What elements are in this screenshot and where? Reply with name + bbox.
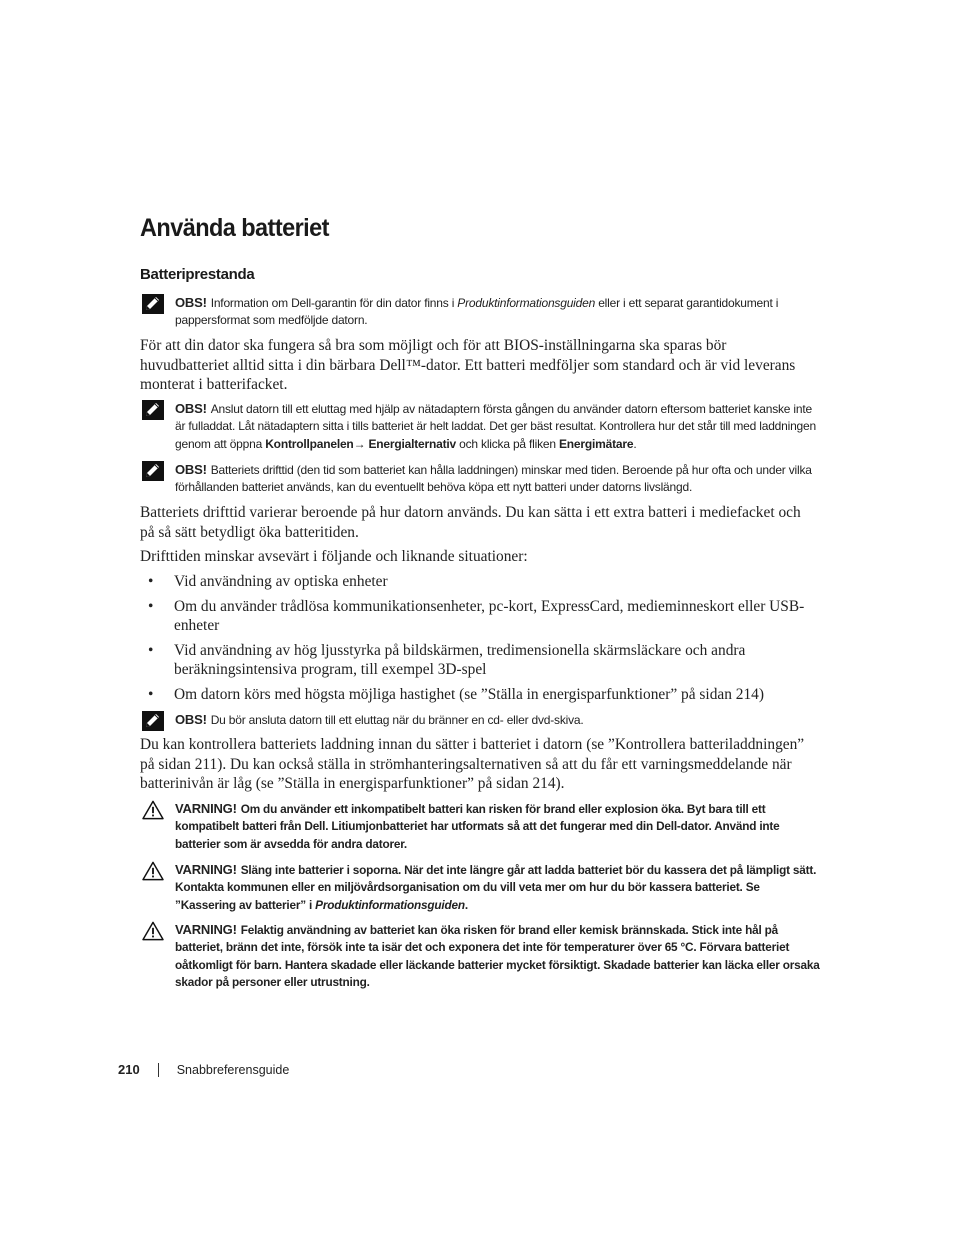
note-text — [175, 294, 820, 330]
note-text — [175, 400, 820, 453]
page-number: 210 — [118, 1062, 140, 1077]
bullet-glyph: • — [148, 686, 154, 703]
warning-triangle-icon — [142, 921, 164, 941]
note-text — [175, 711, 820, 729]
note-label: OBS! — [175, 401, 207, 416]
bullet-glyph: • — [148, 573, 154, 590]
body-paragraph: Du kan kontrollera batteriets laddning innan du sätter i batteriet i datorn (se ”Kontrollera batteriladdningen” på sidan 211). Du kan också ställa in strömhanteringsalternativen så att du får ett varningsmeddelande när batterinivån är låg (se ”Ställa in energisparfunktioner” på sidan 214). — [140, 736, 805, 792]
warning-block — [140, 861, 820, 914]
warning-text-part: . — [464, 897, 468, 912]
note-text-part: Information om Dell-garantin för din dator finns i — [210, 296, 458, 310]
note-label: OBS! — [175, 462, 207, 477]
pencil-note-icon — [142, 400, 164, 420]
footer-title: Snabbreferensguide — [176, 1063, 290, 1077]
list-item — [140, 572, 812, 591]
bullet-list — [140, 572, 812, 710]
note-block — [140, 711, 820, 729]
list-item-text: Om du använder trådlösa kommunikationsenheter, pc-kort, ExpressCard, medieminneskort eller USB-enheter — [174, 598, 805, 634]
warning-label: VARNING! — [175, 922, 237, 937]
arrow-glyph: → — [353, 436, 369, 451]
warning-text — [175, 861, 820, 914]
power-options-ref: Energialternativ — [368, 436, 456, 451]
body-paragraph: Batteriets drifttid varierar beroende på hur datorn används. Du kan sätta i ett extra batteri i mediefacket och på så sätt betydligt öka batteritiden. — [140, 504, 801, 541]
page-title: Använda batteriet — [140, 214, 329, 242]
warning-block — [140, 800, 820, 853]
body-paragraph: Drifttiden minskar avsevärt i följande och liknande situationer: — [140, 548, 528, 565]
note-block — [140, 294, 820, 330]
list-item — [140, 597, 812, 635]
note-italic-title: Produktinformationsguiden — [457, 296, 596, 310]
list-item — [140, 641, 812, 679]
warning-label: VARNING! — [175, 862, 237, 877]
note-block — [140, 400, 820, 453]
pencil-note-icon — [142, 711, 164, 731]
pencil-note-icon — [142, 461, 164, 481]
warning-text — [175, 921, 820, 991]
section-heading: Batteriprestanda — [140, 266, 255, 283]
warning-text-part: Släng inte batterier i soporna. När det inte längre går att ladda batteriet bör du kassera det på lämpligt sätt. Kontakta kommunen eller en miljövårdsorganisation om du vill veta mer om hur du bör kassera batteriet. Se ”Kassering av batterier” i — [175, 863, 817, 912]
power-meter-ref: Energimätare — [559, 436, 634, 451]
warning-block — [140, 921, 820, 991]
note-text — [175, 461, 820, 497]
warning-text — [175, 800, 820, 853]
bullet-glyph: • — [148, 598, 154, 615]
list-item-text: Vid användning av optiska enheter — [174, 573, 388, 590]
warning-text-part: Felaktig användning av batteriet kan öka risken för brand eller kemisk brännskada. Stick inte hål på batteriet, bränn det inte, försök inte ta isär det och exponera det inte för temperaturer över 65 °C. Förvara batteriet oåtkomligt för barn. Hantera skadade eller läckande batterier mycket försiktigt. Skadade batterier kan läcka eller orsaka skador på personer eller utrustning. — [175, 923, 820, 989]
warning-text-part: Om du använder ett inkompatibelt batteri kan risken för brand eller explosion öka. Byt bara till ett kompatibelt batteri från Dell. Litiumjonbatteriet har utformats så att det fungerar med din Dell-dator. Använd inte batterier som är avsedda för andra datorer. — [175, 802, 780, 851]
warning-triangle-icon — [142, 861, 164, 881]
warning-italic-title: Produktinformationsguiden — [315, 897, 465, 912]
note-text-part: . — [633, 436, 637, 451]
body-paragraph: För att din dator ska fungera så bra som möjligt och för att BIOS-inställningarna ska sparas bör huvudbatteriet alltid sitta i din bärbara Dell™-dator. Ett batteri medföljer som standard och är vid leverans monterat i batterifacket. — [140, 337, 796, 393]
list-item-text: Om datorn körs med högsta möjliga hastighet (se ”Ställa in energisparfunktioner” på sidan 214) — [174, 686, 764, 703]
footer-divider — [158, 1063, 159, 1077]
warning-label: VARNING! — [175, 801, 237, 816]
note-text-part: eller i ett separat garantidokument i pappersformat som medföljde datorn. — [175, 296, 779, 328]
note-text-part: Anslut datorn till ett eluttag med hjälp av nätadaptern första gången du använder datorn eftersom batteriet kanske inte är fulladdat. Låt nätadaptern sitta i tills batteriet är helt laddat. Det ger bäst resultat. Kontrollera hur det står till med laddningen genom att öppna — [175, 402, 816, 451]
note-label: OBS! — [175, 295, 207, 310]
note-text-part: Batteriets drifttid (den tid som batteriet kan hålla laddningen) minskar med tiden. Beroende på hur ofta och under vilka förhållanden batteriet används, kan du eventuellt behöva köpa ett nytt batteri under datorns livslängd. — [175, 463, 812, 495]
note-block — [140, 461, 820, 497]
pencil-note-icon — [142, 294, 164, 314]
warning-triangle-icon — [142, 800, 164, 820]
note-label: OBS! — [175, 712, 207, 727]
note-text-part: Du bör ansluta datorn till ett eluttag när du bränner en cd- eller dvd-skiva. — [210, 713, 584, 727]
control-panel-ref: Kontrollpanelen — [265, 436, 354, 451]
page-footer — [118, 1062, 289, 1077]
note-text-part: och klicka på fliken — [456, 436, 559, 451]
bullet-glyph: • — [148, 642, 154, 659]
list-item — [140, 685, 812, 704]
list-item-text: Vid användning av hög ljusstyrka på bildskärmen, tredimensionella skärmsläckare och andra beräkningsintensiva program, till exempel 3D-spel — [174, 642, 746, 678]
